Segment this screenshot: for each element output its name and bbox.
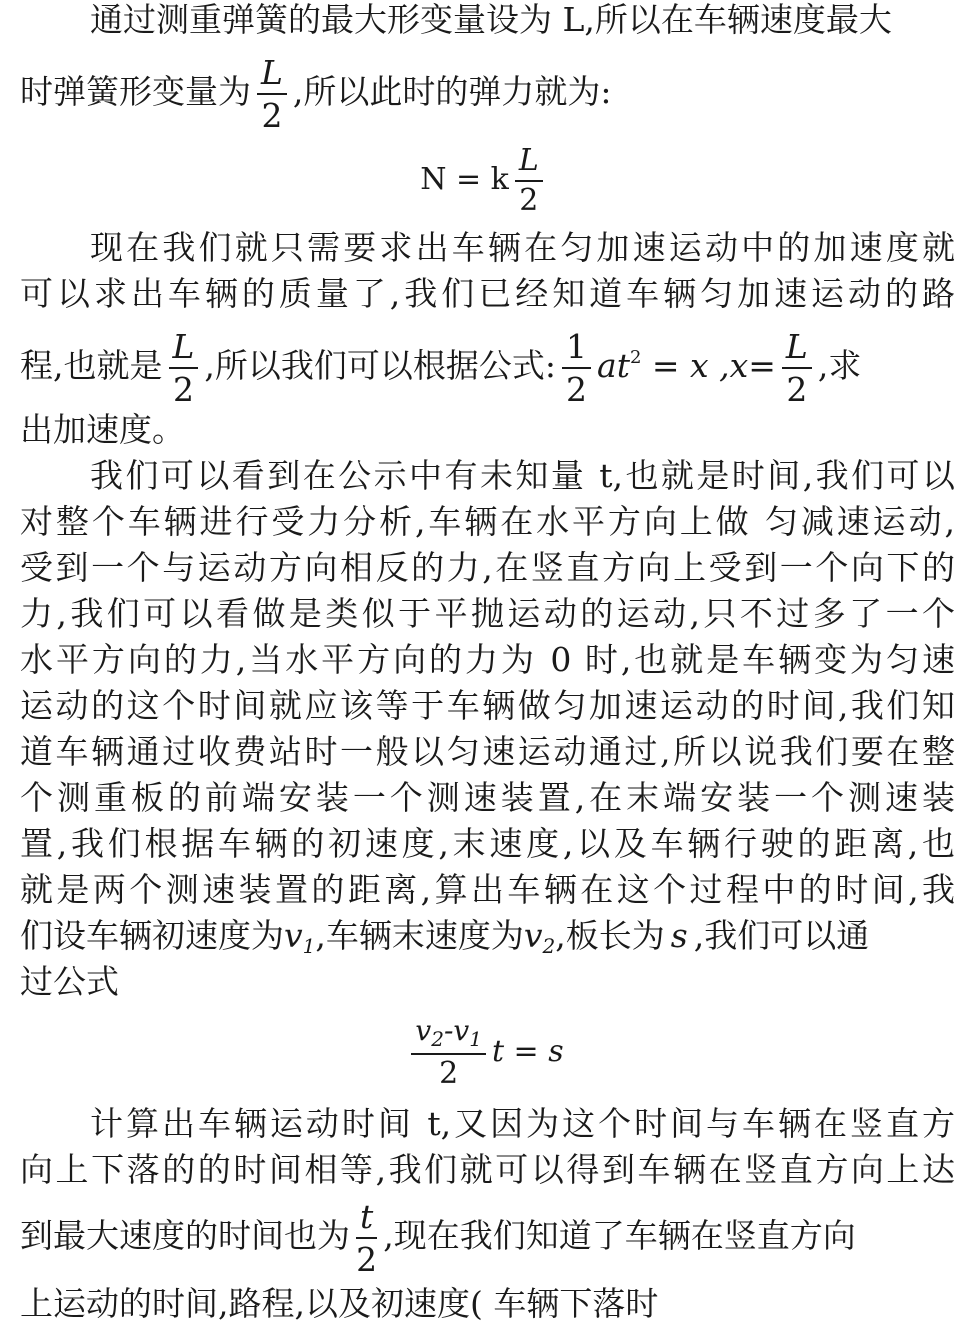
paragraph-line: [20, 52, 955, 135]
text-span: ,所以我们可以根据公式:: [204, 346, 557, 385]
text-span: 程,也就是: [20, 346, 163, 385]
paragraph-line: 通过测重弹簧的最大形变量设为 L,所以在车辆速度最大: [90, 0, 892, 39]
paragraph-line: 个测重板的前端安装一个测速装置,在末端安装一个测速装: [20, 778, 955, 817]
paragraph-line: 力,我们可以看做是类似于平抛运动的运动,只不过多了一个: [20, 594, 955, 633]
fraction-1-over-2: $\frac{1}{2}$: [562, 330, 591, 406]
fraction-L-over-2: $\frac{L}{2}$: [782, 330, 812, 406]
variable-s: s: [670, 916, 688, 955]
fraction-L-over-2: $\frac{L}{2}$: [515, 146, 543, 216]
text-span: ,求: [817, 346, 862, 385]
equation-time: [0, 1012, 969, 1092]
text-span: ,所以此时的弹力就为:: [292, 72, 612, 111]
paragraph-line: 我们可以看到在公示中有未知量 t,也就是时间,我们可以: [90, 456, 955, 495]
formula-exponent: 2: [629, 347, 642, 368]
text-span: ,车辆末速度为: [315, 916, 524, 955]
paragraph-line: 上运动的时间,路程,以及初速度( 车辆下落时: [20, 1284, 659, 1323]
paragraph-line: 水平方向的力,当水平方向的力为 0 时,也就是车辆变为匀速: [20, 640, 955, 679]
variable-v1: $v_1$: [284, 916, 316, 958]
paragraph-line: 可以求出车辆的质量了,我们已经知道车辆匀加速运动的路: [20, 274, 955, 313]
text-span: 到最大速度的时间也为: [20, 1216, 350, 1255]
equation-spring-force: [0, 140, 969, 220]
paragraph-line: [20, 1196, 955, 1279]
paragraph-line: 置,我们根据车辆的初速度,末速度,以及车辆行驶的距离,也: [20, 824, 955, 863]
paragraph-line: 对整个车辆进行受力分析,车辆在水平方向上做 匀减速运动,: [20, 502, 955, 541]
text-span: 们设车辆初速度为: [20, 916, 284, 955]
paragraph-line: 受到一个与运动方向相反的力,在竖直方向上受到一个向下的: [20, 548, 955, 587]
paragraph-line: 道车辆通过收费站时一般以匀速运动通过,所以说我们要在整: [20, 732, 955, 771]
fraction-L-over-2: $\frac{L}{2}$: [169, 330, 199, 406]
fraction-velocity-diff-over-2: $\frac{v_2-v_1}{2}$: [411, 1017, 486, 1089]
equation-rhs: t = s: [491, 1034, 564, 1069]
text-span: 时弹簧形变量为: [20, 72, 251, 111]
paragraph-line: 计算出车辆运动时间 t,又因为这个时间与车辆在竖直方: [90, 1104, 955, 1143]
equation-lhs: N = k: [420, 162, 509, 197]
variable-v2: $v_2$: [523, 916, 556, 958]
paragraph-line: 现在我们就只需要求出车辆在匀加速运动中的加速度就: [90, 228, 955, 267]
formula-at: at: [597, 346, 630, 385]
fraction-t-over-2: $\frac{t}{2}$: [356, 1197, 378, 1279]
paragraph-line: 过公式: [20, 962, 119, 1001]
paragraph-line: [20, 318, 955, 409]
fraction-L-over-2: $\frac{L}{2}$: [257, 56, 287, 132]
paragraph-line: 出加速度。: [20, 410, 185, 449]
formula-eq: = x ,x=: [641, 346, 776, 385]
paragraph-line: [20, 916, 955, 966]
text-span: ,板长为: [555, 916, 665, 955]
text-span: ,现在我们知道了车辆在竖直方向: [383, 1216, 856, 1255]
paragraph-line: 就是两个测速装置的距离,算出车辆在这个过程中的时间,我: [20, 870, 955, 909]
paragraph-line: 向上下落的的时间相等,我们就可以得到车辆在竖直方向上达: [20, 1150, 955, 1189]
text-span: ,我们可以通: [693, 916, 870, 955]
paragraph-line: 运动的这个时间就应该等于车辆做匀加速运动的时间,我们知: [20, 686, 955, 725]
